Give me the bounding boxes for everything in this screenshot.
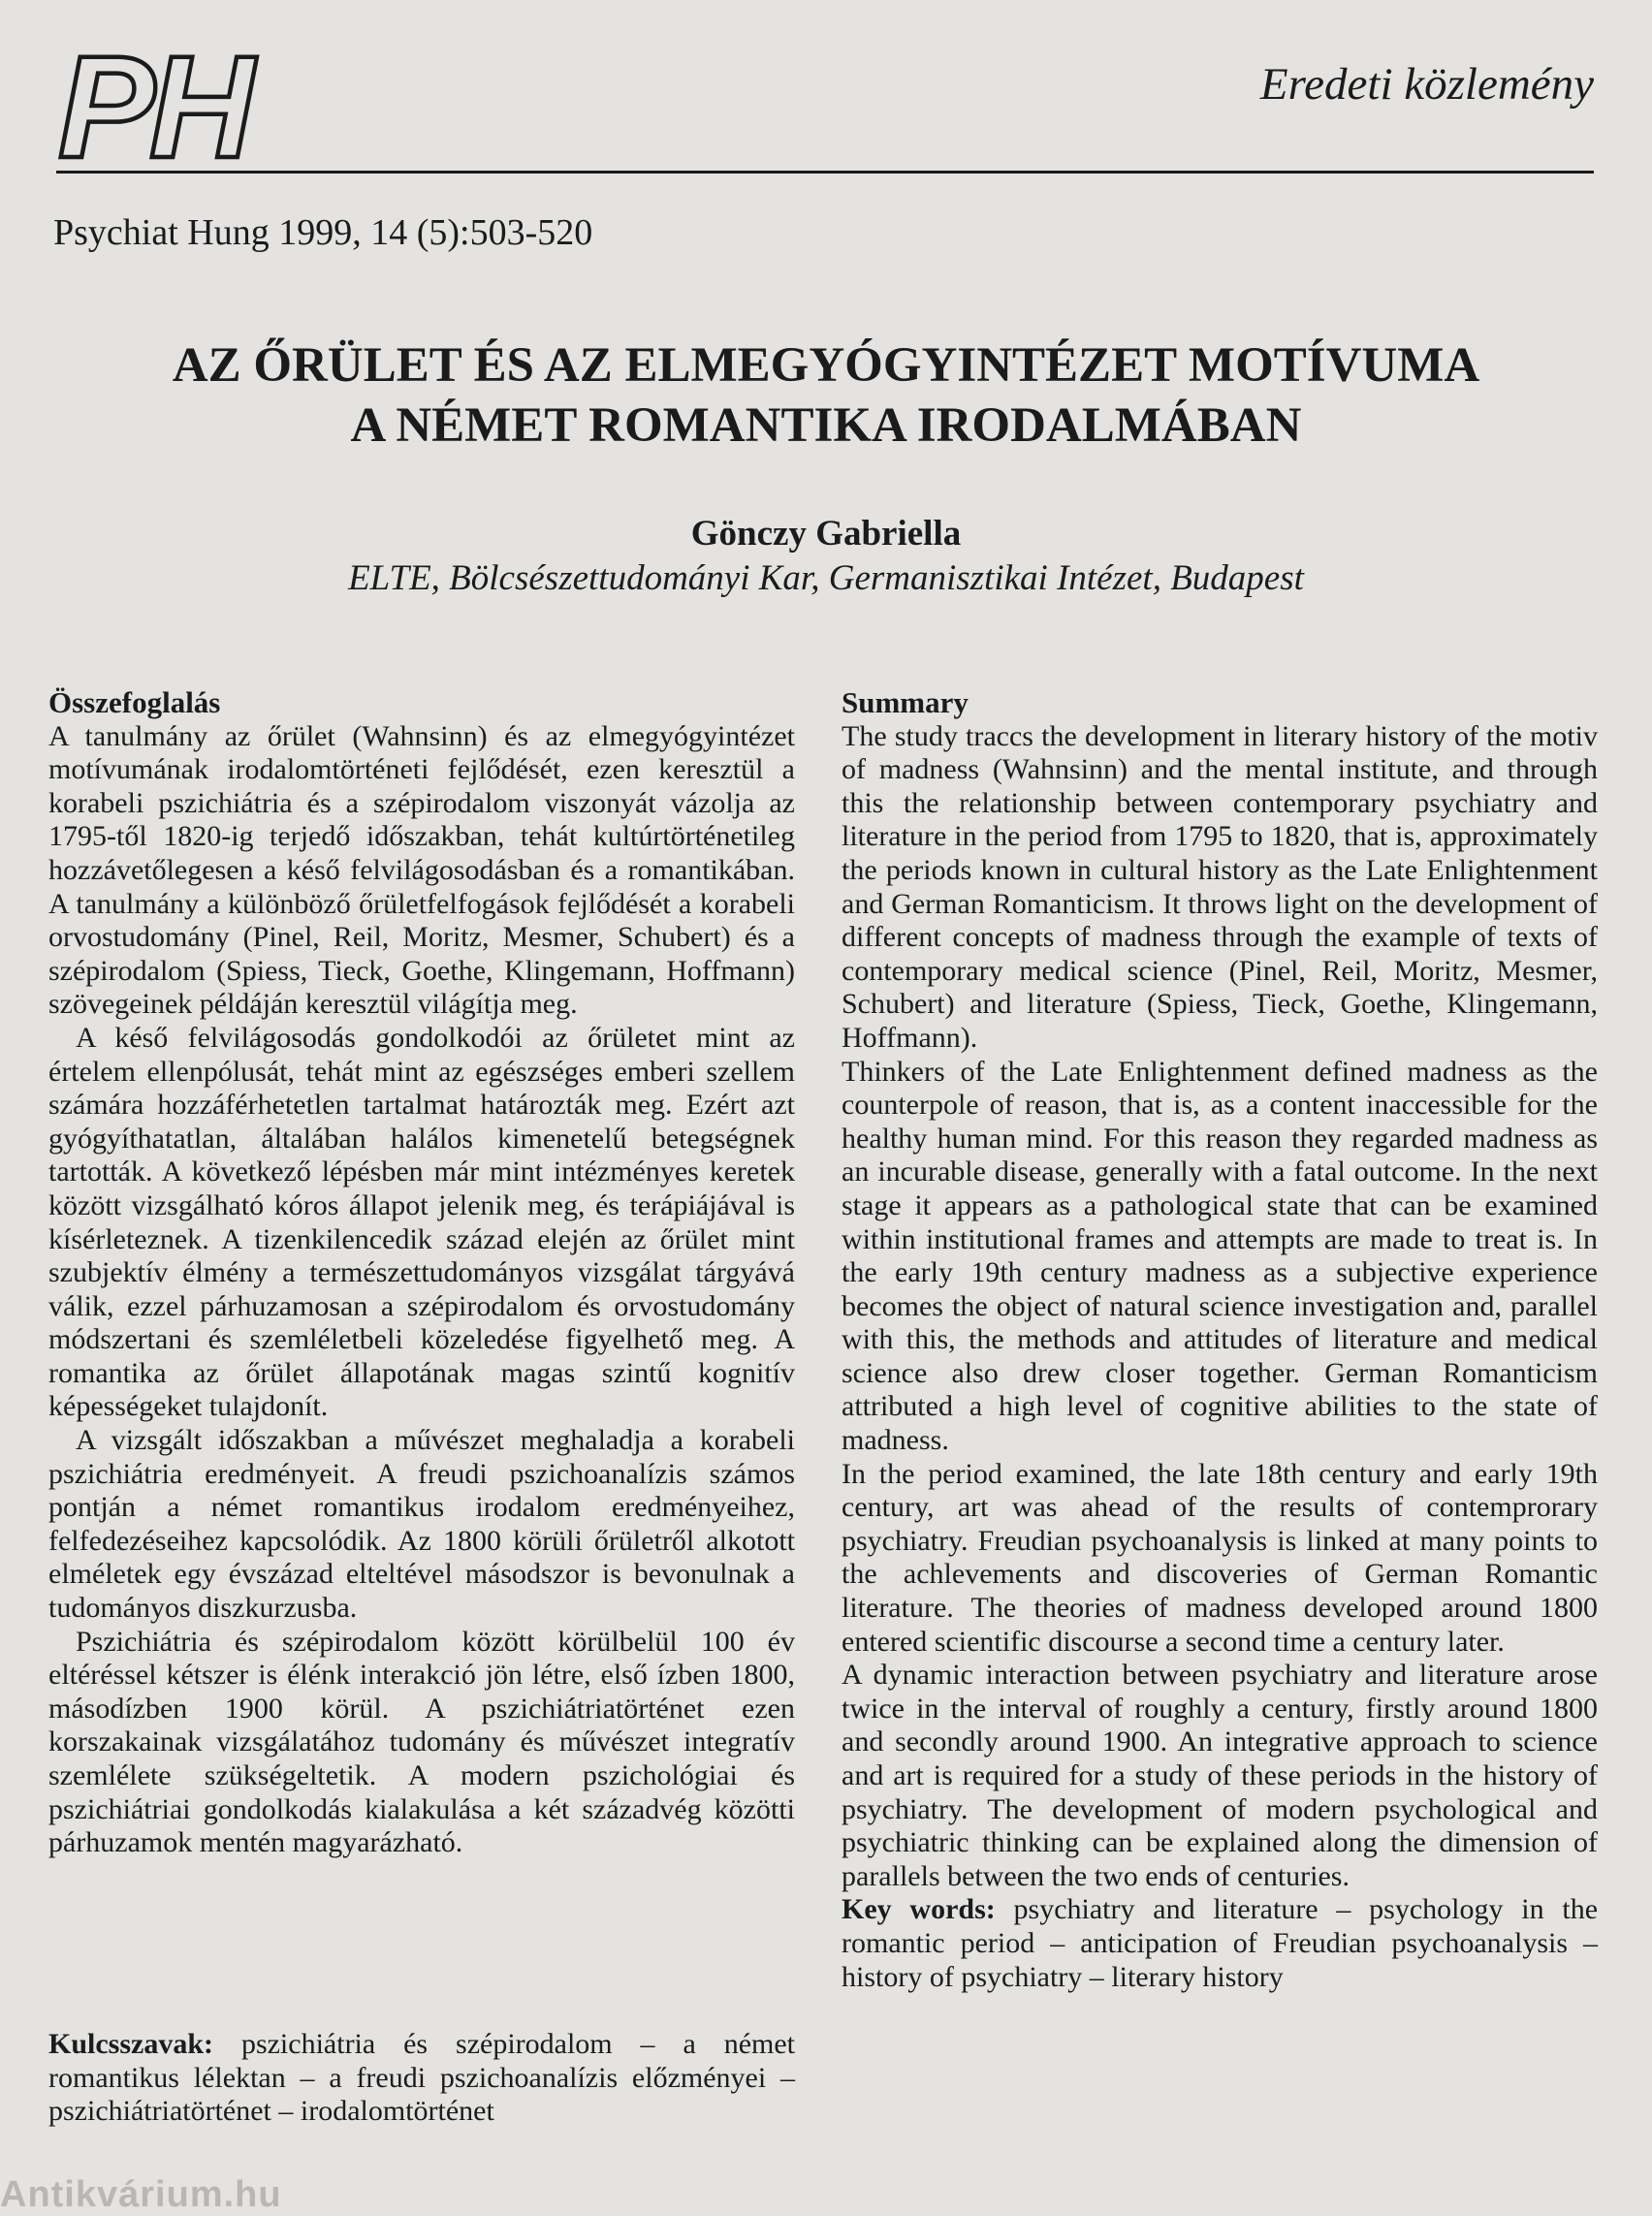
author-block bbox=[0, 512, 1652, 601]
title-line-2: A NÉMET ROMANTIKA IRODALMÁBAN bbox=[350, 398, 1302, 453]
watermark: Antikvárium.hu bbox=[0, 2174, 282, 2215]
hungarian-keywords bbox=[48, 2028, 795, 2129]
english-paragraph: Thinkers of the Late Enlightenment defined madness as the counterpole of reason, that is, as a content inaccessible for the healthy human mind. For this reason they regarded madness as an incurable disease, generally with a fatal outcome. In the next stage it appears as a pathological state that can be examined within institutional frames and attempts are made to treat is. In the early 19th century madness as a subjective experience becomes the object of natural science investigation and, parallel with this, the methods and attitudes of literature and medical science also drew closer together. German Romanticism attributed a high level of cognitive abilities to the state of madness. bbox=[842, 1055, 1598, 1457]
article-type: Eredeti közlemény bbox=[1259, 59, 1594, 110]
hungarian-paragraph: Pszichiátria és szépirodalom között körülbelül 100 év eltéréssel kétszer is élénk interakció jön létre, első ízben 1800, másodízben 1900 körül. A pszichiátriatörténet ezen korszakainak vizsgálatához tudomány és művészet integratív szemlélete szükségeltetik. A modern pszichológiai és pszichiátriai gondolkodás kialakulása a két századvég közötti párhuzamok mentén magyarázható. bbox=[48, 1625, 795, 1859]
author-name: Gönczy Gabriella bbox=[690, 514, 962, 554]
hungarian-paragraph: A vizsgált időszakban a művészet meghaladja a korabeli pszichiátria eredményeit. A freudi pszichoanalízis számos pontján a német romantikus irodalom eredményeihez, felfedezéseihez kapcsolódik. Az 1800 körüli őrületről alkotott elméletek egy évszázad elteltével másodszor is bevonulnak a tudományos diszkurzusba. bbox=[48, 1424, 795, 1625]
hungarian-paragraph: A késő felvilágosodás gondolkodói az őrületet mint az értelem ellenpólusát, tehát mint az egészséges emberi szellem számára hozzáférhetetlen tartalmat határozták meg. Ezért azt gyógyíthatatlan, általában halálos kimenetelű betegségnek tartották. A következő lépésben már mint intézményes keretek között vizsgálható kóros állapot jelenik meg, és terápiájával is kísérleteznek. A tizenkilencedik század elején az őrület mint szubjektív élmény a természettudományos vizsgálat tárgyává válik, ezzel párhuzamosan a szépirodalom és orvostudomány módszertani és szemléletbeli közeledése figyelhető meg. A romantika az őrület állapotának magas szintű kognitív képességeket tulajdonít. bbox=[48, 1021, 795, 1423]
journal-logo bbox=[56, 37, 337, 173]
author-affiliation: ELTE, Bölcsészettudományi Kar, Germanisztikai Intézet, Budapest bbox=[348, 558, 1304, 598]
english-paragraph: The study traccs the development in literary history of the motiv of madness (Wahnsinn) and the mental institute, and through this the relationship between contemporary psychiatry and literature in the period from 1795 to 1820, that is, approximately the periods known in cultural history as the Late Enlightenment and German Romanticism. It throws light on the development of different concepts of madness through the example of texts of contemporary medical science (Pinel, Reil, Moritz, Mesmer, Schubert) and literature (Spiess, Tieck, Goethe, Klingemann, Hoffmann). bbox=[842, 719, 1598, 1054]
citation: Psychiat Hung 1999, 14 (5):503-520 bbox=[53, 212, 593, 253]
hungarian-keywords-text: pszichiátria és szépirodalom – a német romantikus lélektan – a freudi pszichoanalízis előzményei – pszichiátriatörténet – irodalomtörténet bbox=[48, 2028, 795, 2128]
hungarian-keywords-label: Kulcsszavak: bbox=[48, 2028, 214, 2060]
english-paragraph: In the period examined, the late 18th century and early 19th century, art was ahead of the results of contemprorary psychiatry. Freudian psychoanalysis is linked at many points to the achlevements and discoveries of German Romantic literature. The theories of madness developed around 1800 entered scientific discourse a second time a century later. bbox=[842, 1457, 1598, 1658]
english-paragraph: A dynamic interaction between psychiatry and literature arose twice in the interval of roughly a century, firstly around 1800 and secondly around 1900. An integrative approach to science and art is required for a study of these periods in the history of psychiatry. The development of modern psychological and psychiatric thinking can be explained along the dimension of parallels between the two ends of centuries. bbox=[842, 1659, 1598, 1892]
hungarian-paragraph: A tanulmány az őrület (Wahnsinn) és az elmegyógyintézet motívumának irodalomtörténeti fejlődését, ezen keresztül a korabeli pszichiátria és a szépirodalom viszonyát vázolja az 1795-től 1820-ig terjedő időszakban, tehát kultúrtörténetileg hozzávetőlegesen a késő felvilágosodásban és a romantikában. A tanulmány a különböző őrületfelfogások fejlődését a korabeli orvostudomány (Pinel, Reil, Moritz, Mesmer, Schubert) és a szépirodalom (Spiess, Tieck, Goethe, Klingemann, Hoffmann) szövegeinek példáján keresztül világítja meg. bbox=[48, 719, 795, 1021]
article-title bbox=[0, 335, 1652, 456]
english-keywords-label: Key words: bbox=[842, 1893, 996, 1926]
english-keywords bbox=[842, 1893, 1598, 1994]
journal-logo-text: PH bbox=[58, 37, 249, 173]
english-keywords-text: psychiatry and literature – psychology in the romantic period – anticipation of Freudian psychoanalysis – history of psychiatry – literary history bbox=[842, 1893, 1599, 1993]
hungarian-abstract-heading: Összefoglalás bbox=[48, 685, 221, 719]
header-divider bbox=[56, 171, 1594, 174]
title-line-1: AZ ŐRÜLET ÉS AZ ELMEGYÓGYINTÉZET MOTÍVUMA bbox=[172, 338, 1480, 393]
english-abstract bbox=[842, 686, 1598, 1994]
english-abstract-heading: Summary bbox=[842, 685, 969, 719]
hungarian-abstract bbox=[48, 686, 795, 1860]
